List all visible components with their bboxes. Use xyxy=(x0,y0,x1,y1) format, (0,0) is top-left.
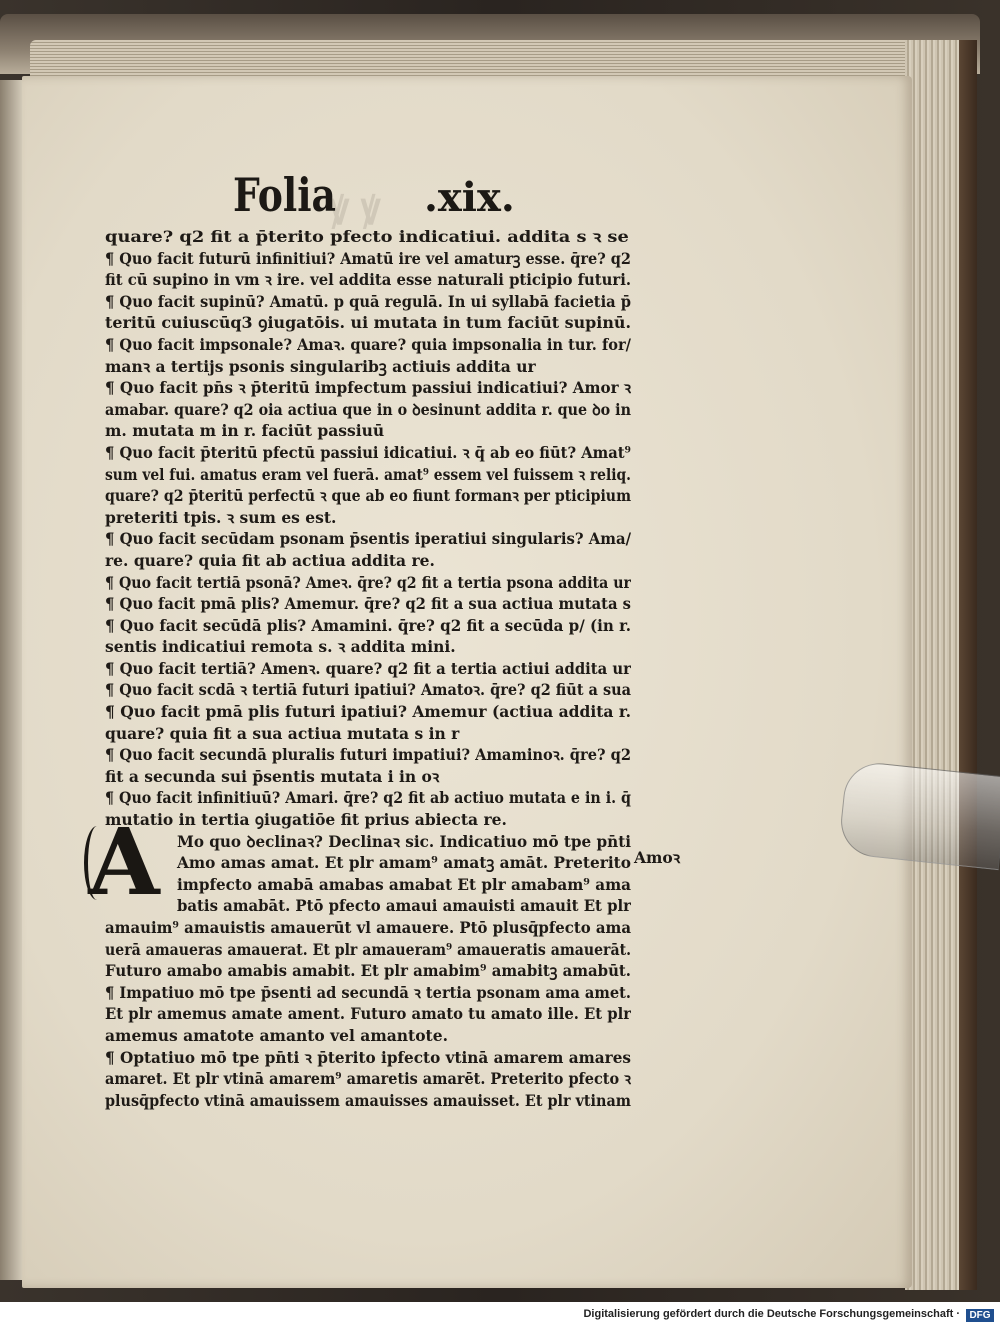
text-line: ¶ Quo facit impsonale? Amaꝛ. quare? quia impsonalia in tur. for/ xyxy=(105,334,631,354)
page-edges-top xyxy=(30,40,930,80)
text-line: m. mutata m in r. faciūt passiuū xyxy=(105,421,385,441)
text-line: sum vel fui. amatus eram vel fuerā. amat⁹ essem vel fuissem ꝛ reliq. xyxy=(105,464,631,484)
text-line: preteriti tpis. ꝛ sum es est. xyxy=(105,507,337,527)
text-line: ¶ Optatiuo mō tpe pn̄ti ꝛ p̄terito ipfecto vtinā amarem amares xyxy=(105,1047,631,1067)
text-line: ¶ Quo facit p̄teritū pfectū passiui idicatiui. ꝛ q̄ ab eo fiūt? Amat⁹ xyxy=(105,442,631,462)
text-line: fit cū supino in vm ꝛ ire. vel addita esse naturali pticipio futuri. xyxy=(105,270,631,290)
text-line: amabar. quare? q2 oia actiua que in o ꝺesinunt addita r. que ꝺo in xyxy=(105,399,631,419)
text-line: ¶ Quo facit scdā ꝛ tertiā futuri ipatiui? Amatoꝛ. q̄re? q2 fiūt a sua xyxy=(105,680,631,700)
text-line: teritū cuiuscūq3 ꝯiugatōis. ui mutata in tum faciūt supinū. xyxy=(105,313,631,333)
dfg-logo: DFG xyxy=(966,1309,994,1322)
text-line: quare? q2 fit a p̄terito pfecto indicatiui. addita s ꝛ se xyxy=(105,227,629,246)
text-line: batis amabāt. Ptō pfecto amaui amauisti amauit Et plr xyxy=(177,896,631,916)
text-line: Amo amas amat. Et plr amam⁹ amatꝫ amāt. Preterito xyxy=(177,853,631,873)
text-line: impfecto amabā amabas amabat Et plr amabam⁹ ama xyxy=(177,874,631,894)
text-line: quare? q2 p̄teritū perfectū ꝛ que ab eo fiunt formanꝛ per pticipium xyxy=(105,486,631,506)
margin-note: Amoꝛ xyxy=(634,848,681,867)
text-line: Mo quo ꝺeclinaꝛ? Declinaꝛ sic. Indicatiuo mō tpe pn̄ti xyxy=(177,831,631,851)
folio-header: Folia xyxy=(233,168,336,222)
text-line: re. quare? quia fit ab actiua addita re. xyxy=(105,550,435,570)
text-line: amaret. Et plr vtinā amarem⁹ amaretis amarēt. Preterito pfecto ꝛ xyxy=(105,1069,631,1089)
text-line: ¶ Quo facit tertiā? Amenꝛ. quare? q2 fit a tertia actiui addita ur xyxy=(105,658,631,678)
facing-page-edge xyxy=(0,80,24,1280)
text-line: mutatio in tertia ꝯiugatiōe fit prius abiecta re. xyxy=(105,810,507,830)
bookmark-clip xyxy=(838,760,1000,870)
footer-bar xyxy=(0,1302,1000,1328)
text-line: ¶ Quo facit infinitiuū? Amari. q̄re? q2 fit ab actiuo mutata e in i. q̄ xyxy=(105,788,631,808)
show-through-text: ꝟ ꝟ xyxy=(330,181,380,235)
text-line: ¶ Quo facit tertiā psonā? Ameꝛ. q̄re? q2 fit a tertia psona addita ur xyxy=(105,572,631,592)
text-line: quare? quia fit a sua actiua mutata s in r xyxy=(105,723,460,743)
text-line: ¶ Impatiuo mō tpe p̄senti ad secundā ꝛ tertia psonam ama amet. xyxy=(105,982,631,1002)
text-line: sentis indicatiui remota s. ꝛ addita mini. xyxy=(105,637,456,657)
text-line: ¶ Quo facit futurū infinitiui? Amatū ire vel amaturꝫ esse. q̄re? q2 xyxy=(105,248,631,268)
text-line: amemus amatote amanto vel amantote. xyxy=(105,1025,448,1045)
text-line: ¶ Quo facit secūdā plis? Amamini. q̄re? q2 fit a secūda p/ (in r. xyxy=(105,615,631,635)
footer-credit: Digitalisierung gefördert durch die Deutsche Forschungsgemeinschaft · xyxy=(583,1308,960,1320)
body-text xyxy=(105,226,631,1111)
folio-number: .xix. xyxy=(424,174,515,221)
text-line: ¶ Quo facit pn̄s ꝛ p̄teritū impfectum passiui indicatiui? Amor ꝛ xyxy=(105,378,631,398)
text-line: manꝛ a tertijs psonis singularibꝫ actiuis addita ur xyxy=(105,356,536,376)
text-line: uerā amaueras amauerat. Et plr amaueram⁹ amaueratis amauerāt. xyxy=(105,939,631,959)
text-line: ¶ Quo facit pmā plis? Amemur. q̄re? q2 fit a sua actiua mutata s xyxy=(105,594,631,614)
text-line: plusq̄pfecto vtinā amauissem amauisses amauisset. Et plr vtinam xyxy=(105,1090,631,1110)
text-line: ¶ Quo facit secundā pluralis futuri impatiui? Amaminoꝛ. q̄re? q2 xyxy=(105,745,631,765)
text-line: ¶ Quo facit pmā plis futuri ipatiui? Amemur (actiua addita r. xyxy=(105,702,631,722)
text-line: Et plr amemus amate ament. Futuro amato tu amato ille. Et plr xyxy=(105,1004,631,1024)
text-line: ¶ Quo facit supinū? Amatū. p quā regulā. In ui syllabā facietia p̄ xyxy=(105,291,631,311)
drop-cap-initial: A xyxy=(86,820,162,904)
page-edges-right xyxy=(905,40,977,1290)
text-line: Futuro amabo amabis amabit. Et plr amabim⁹ amabitꝫ amabūt. xyxy=(105,961,631,981)
text-line: amauim⁹ amauistis amauerūt vl amauere. Ptō plusq̄pfecto ama xyxy=(105,918,631,937)
text-line: fit a secunda sui p̄sentis mutata i in oꝛ xyxy=(105,766,440,786)
text-line: ¶ Quo facit secūdam psonam p̄sentis iperatiui singularis? Ama/ xyxy=(105,529,631,549)
